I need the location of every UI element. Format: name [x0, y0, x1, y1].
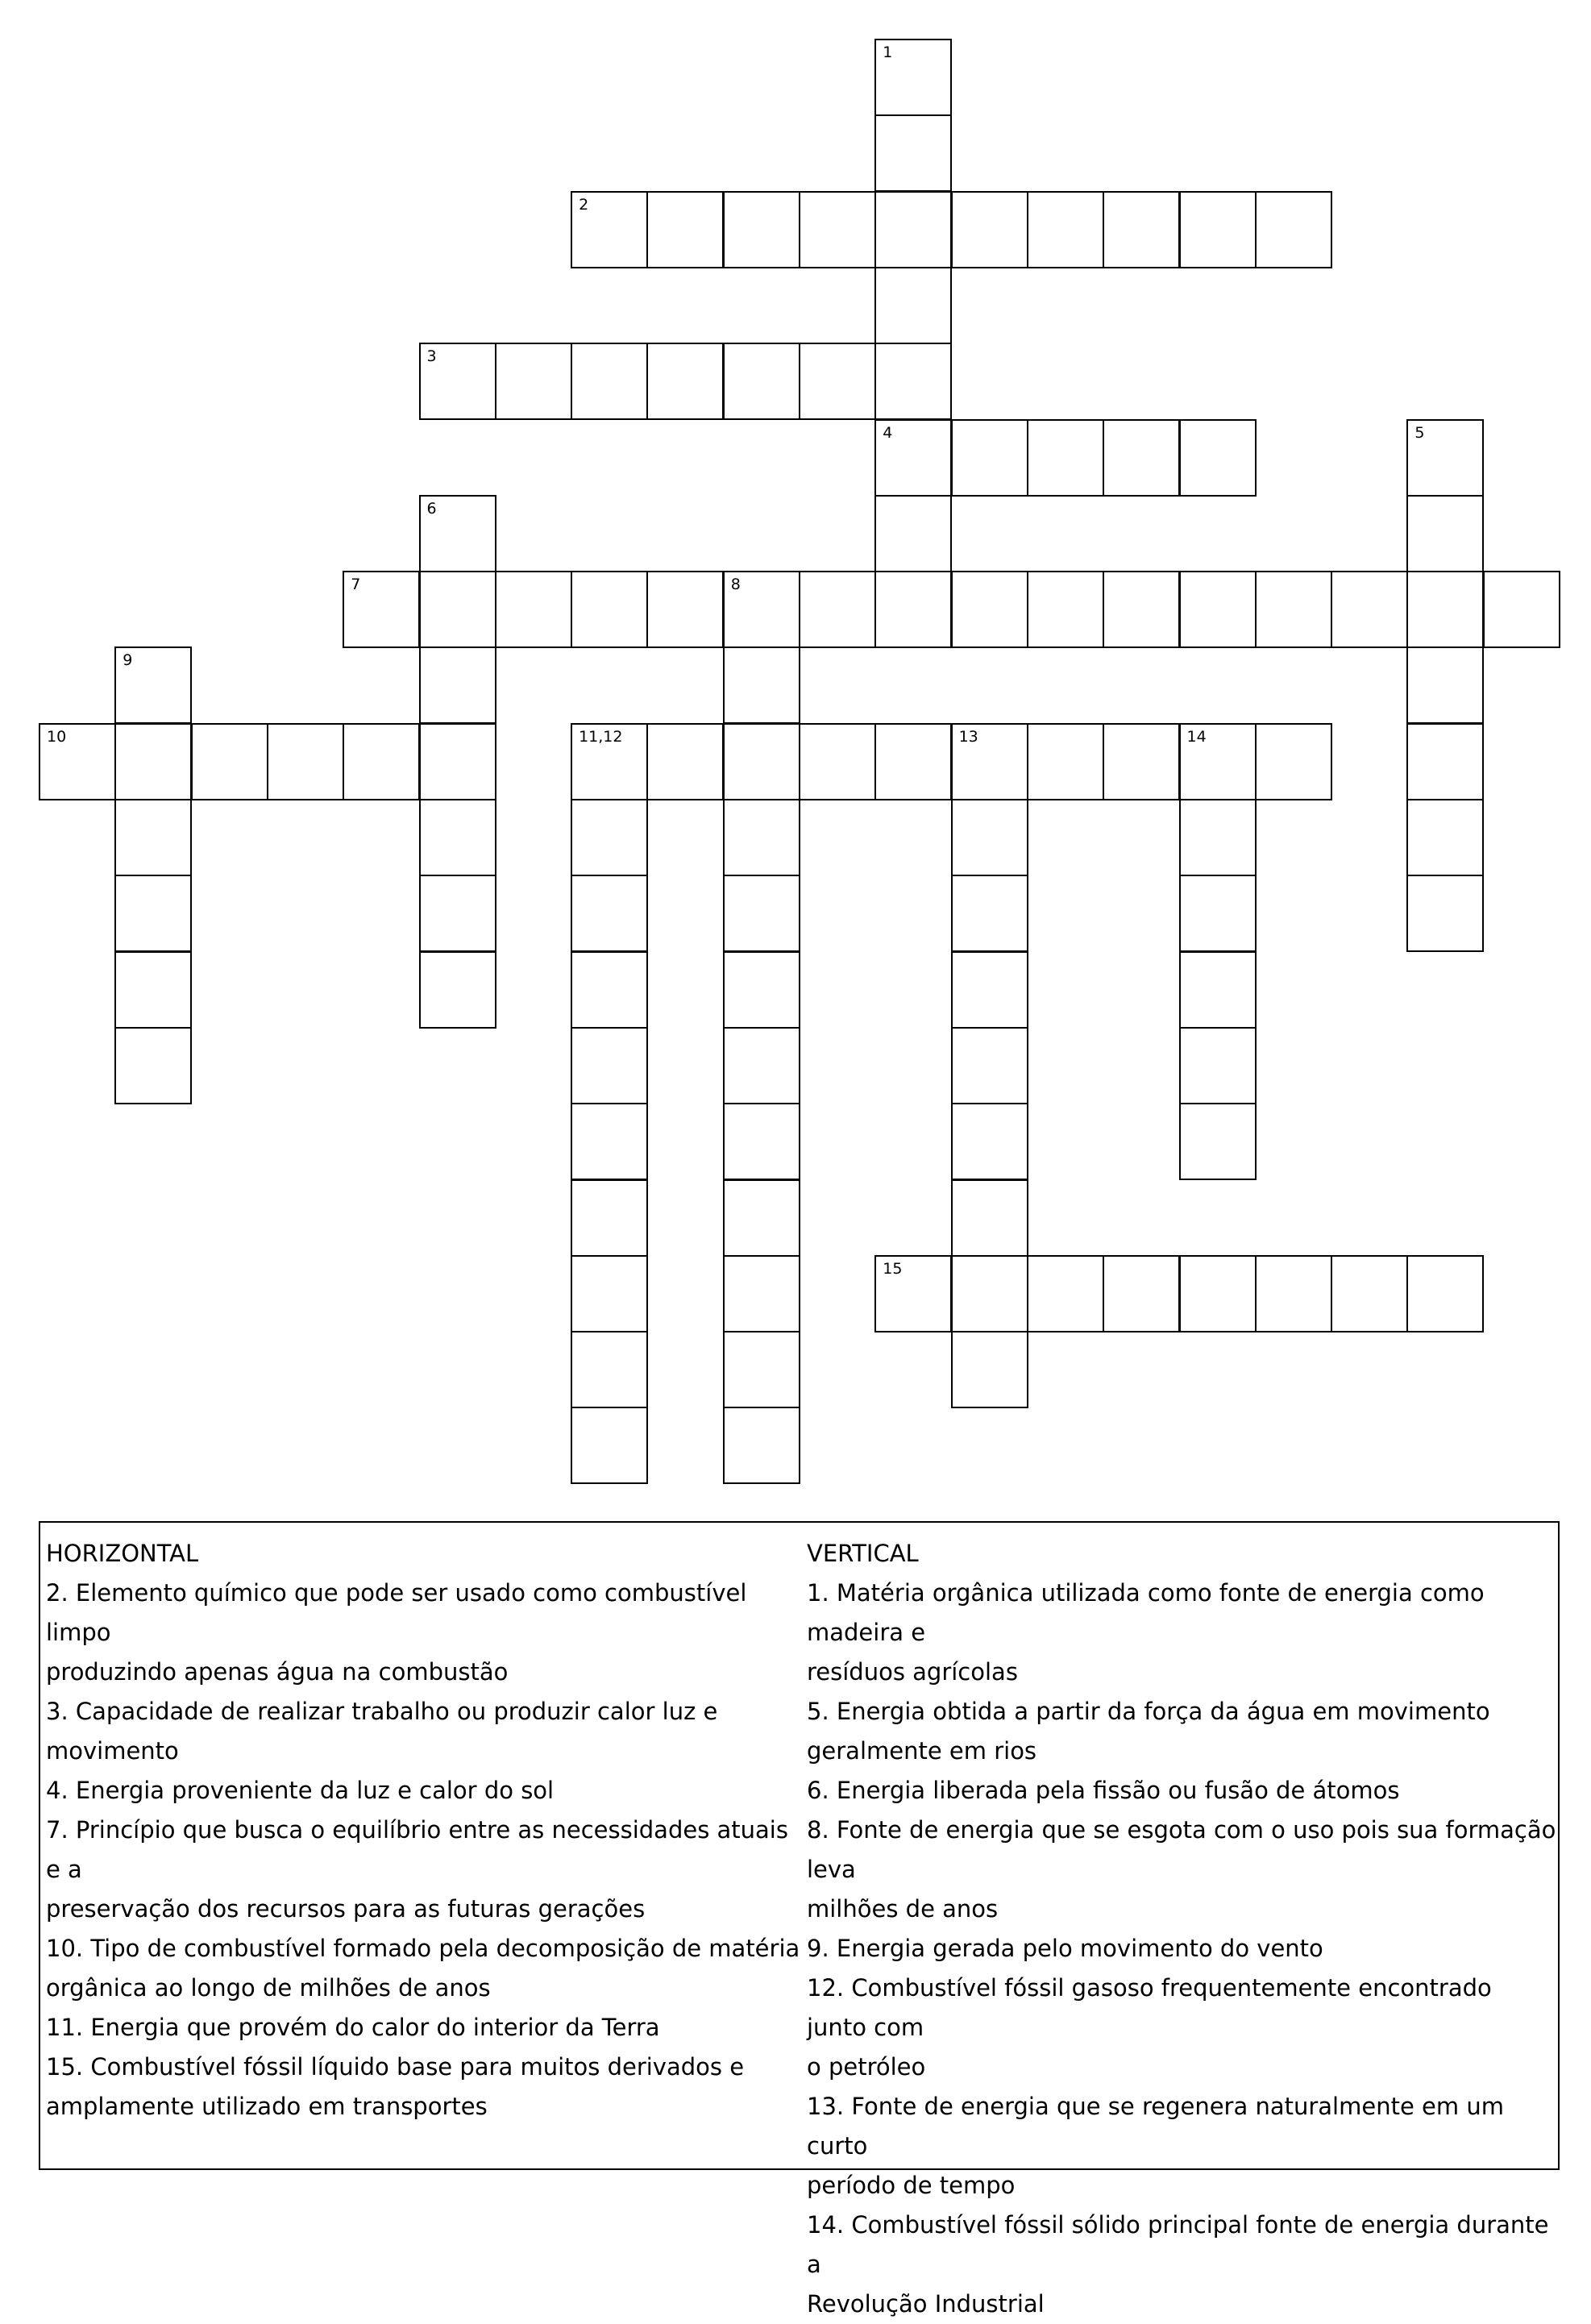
clue-line: preservação dos recursos para as futuras gerações — [46, 1895, 646, 1923]
clue-number: 3 — [426, 347, 437, 366]
crossword-cell[interactable] — [1406, 419, 1484, 497]
clue-line: 15. Combustível fóssil líquido base para muitos derivados e — [46, 2053, 745, 2081]
clue-number: 8 — [730, 576, 741, 594]
crossword-cell[interactable] — [1406, 875, 1484, 952]
crossword-cell[interactable] — [1406, 571, 1484, 648]
crossword-cell[interactable] — [1027, 191, 1104, 268]
clue-line: 13. Fonte de energia que se regenera naturalmente em um curto — [807, 2093, 1504, 2160]
crossword-cell[interactable] — [874, 1255, 952, 1332]
crossword-cell[interactable] — [343, 571, 420, 648]
crossword-cell[interactable] — [1027, 571, 1104, 648]
crossword-cell[interactable] — [419, 646, 496, 724]
crossword-cell[interactable] — [951, 571, 1028, 648]
crossword-cell[interactable] — [114, 951, 192, 1029]
crossword-cell[interactable] — [495, 343, 572, 420]
clue-number: 1 — [883, 44, 893, 61]
crossword-cell[interactable] — [1406, 646, 1484, 724]
crossword-cell[interactable] — [951, 191, 1028, 268]
clues-box — [39, 1521, 1560, 2318]
crossword-cell[interactable] — [874, 571, 952, 648]
crossword-cell[interactable] — [723, 1331, 800, 1408]
crossword-cell[interactable] — [1406, 799, 1484, 876]
clue-line: resíduos agrícolas — [807, 1658, 1018, 1686]
crossword-cell[interactable] — [951, 723, 1028, 800]
crossword-cell[interactable] — [1179, 951, 1257, 1029]
crossword-cell[interactable] — [723, 1255, 800, 1332]
clue-number: 4 — [883, 423, 893, 442]
crossword-cell[interactable] — [1406, 723, 1484, 800]
crossword-cell[interactable] — [1179, 419, 1257, 497]
clue-line: 5. Energia obtida a partir da força da água em movimento — [807, 1698, 1490, 1725]
crossword-cell[interactable] — [495, 571, 572, 648]
crossword-cell[interactable] — [571, 799, 648, 876]
crossword-cell[interactable] — [951, 1331, 1028, 1408]
crossword-cell[interactable] — [799, 343, 876, 420]
crossword-cell[interactable] — [723, 1027, 800, 1104]
clue-line: 14. Combustível fóssil sólido principal fonte de energia durante a — [807, 2211, 1549, 2278]
crossword-cell[interactable] — [571, 951, 648, 1029]
clue-line: 1. Matéria orgânica utilizada como fonte de energia como madeira e — [807, 1579, 1485, 1646]
clue-line: 7. Princípio que busca o equilíbrio entre as necessidades atuais e a — [46, 1816, 788, 1883]
crossword-cell[interactable] — [951, 1103, 1028, 1180]
clue-line: 10. Tipo de combustível formado pela decomposição de matéria — [46, 1935, 800, 1962]
crossword-cell[interactable] — [114, 723, 192, 800]
clue-line: 2. Elemento químico que pode ser usado como combustível limpo — [46, 1579, 747, 1646]
clue-number: 2 — [579, 195, 589, 214]
crossword-cell[interactable] — [951, 1179, 1028, 1257]
clue-line: geralmente em rios — [807, 1737, 1037, 1765]
horizontal-clues — [46, 1534, 804, 2127]
vertical-heading: VERTICAL — [807, 1540, 919, 1567]
clue-number: 13 — [958, 727, 978, 746]
crossword-cell[interactable] — [874, 114, 952, 192]
clue-line: 11. Energia que provém do calor do interior da Terra — [46, 2014, 660, 2041]
crossword-cell[interactable] — [571, 343, 648, 420]
clue-number: 15 — [883, 1259, 903, 1278]
crossword-cell[interactable] — [799, 571, 876, 648]
clue-line: 12. Combustível fóssil gasoso frequentemente encontrado junto com — [807, 1974, 1492, 2041]
crossword-cell[interactable] — [874, 39, 952, 116]
crossword-cell[interactable] — [951, 875, 1028, 952]
crossword-cell[interactable] — [723, 1407, 800, 1484]
crossword-cell[interactable] — [1179, 799, 1257, 876]
crossword-cell[interactable] — [1179, 1255, 1257, 1332]
crossword-cell[interactable] — [723, 191, 800, 268]
crossword-cell[interactable] — [114, 646, 192, 724]
clue-line: produzindo apenas água na combustão — [46, 1658, 509, 1686]
crossword-cell[interactable] — [571, 875, 648, 952]
clue-line: o petróleo — [807, 2053, 926, 2081]
crossword-cell[interactable] — [1027, 419, 1104, 497]
crossword-cell[interactable] — [1179, 571, 1257, 648]
crossword-cell[interactable] — [1103, 571, 1180, 648]
crossword-cell[interactable] — [723, 571, 800, 648]
crossword-cell[interactable] — [723, 646, 800, 724]
crossword-cell[interactable] — [419, 571, 496, 648]
crossword-cell[interactable] — [571, 191, 648, 268]
crossword-cell[interactable] — [646, 571, 724, 648]
crossword-cell[interactable] — [1255, 191, 1332, 268]
crossword-cell[interactable] — [1179, 723, 1257, 800]
crossword-cell[interactable] — [191, 723, 268, 800]
crossword-cell[interactable] — [1027, 1255, 1104, 1332]
crossword-cell[interactable] — [1255, 1255, 1332, 1332]
crossword-cell[interactable] — [874, 343, 952, 420]
crossword-cell[interactable] — [723, 875, 800, 952]
crossword-cell[interactable] — [39, 723, 116, 800]
crossword-cell[interactable] — [723, 1179, 800, 1257]
crossword-cell[interactable] — [419, 723, 496, 800]
crossword-cell[interactable] — [571, 1179, 648, 1257]
crossword-cell[interactable] — [874, 191, 952, 268]
crossword-cell[interactable] — [874, 723, 952, 800]
crossword-cell[interactable] — [419, 495, 496, 572]
crossword-cell[interactable] — [646, 191, 724, 268]
crossword-cell[interactable] — [1103, 419, 1180, 497]
crossword-cell[interactable] — [571, 1255, 648, 1332]
crossword-cell[interactable] — [1179, 1103, 1257, 1180]
crossword-cell[interactable] — [723, 723, 800, 800]
crossword-cell[interactable] — [1027, 723, 1104, 800]
clue-number: 6 — [426, 499, 437, 518]
crossword-cell[interactable] — [646, 723, 724, 800]
crossword-cell[interactable] — [799, 191, 876, 268]
clue-line: 9. Energia gerada pelo movimento do vento — [807, 1935, 1323, 1962]
crossword-cell[interactable] — [114, 1027, 192, 1104]
crossword-cell[interactable] — [723, 343, 800, 420]
clue-line: período de tempo — [807, 2172, 1016, 2199]
crossword-cell[interactable] — [951, 799, 1028, 876]
crossword-cell[interactable] — [571, 723, 648, 800]
clue-line: orgânica ao longo de milhões de anos — [46, 1974, 491, 2002]
crossword-cell[interactable] — [951, 1027, 1028, 1104]
crossword-cell[interactable] — [874, 495, 952, 572]
crossword-cell[interactable] — [114, 799, 192, 876]
crossword-cell[interactable] — [1179, 875, 1257, 952]
crossword-cell[interactable] — [951, 1255, 1028, 1332]
crossword-cell[interactable] — [1179, 1027, 1257, 1104]
crossword-cell[interactable] — [1103, 191, 1180, 268]
clue-line: 4. Energia proveniente da luz e calor do sol — [46, 1777, 555, 1804]
crossword-cell[interactable] — [1255, 571, 1332, 648]
crossword-cell[interactable] — [646, 343, 724, 420]
crossword-cell[interactable] — [799, 723, 876, 800]
crossword-cell[interactable] — [1483, 571, 1560, 648]
clue-line: movimento — [46, 1737, 179, 1765]
crossword-cell[interactable] — [874, 419, 952, 497]
crossword-cell[interactable] — [1331, 571, 1408, 648]
crossword-cell[interactable] — [1255, 723, 1332, 800]
clue-line: 3. Capacidade de realizar trabalho ou produzir calor luz e — [46, 1698, 718, 1725]
clue-number: 5 — [1414, 423, 1425, 442]
clue-number: 7 — [351, 576, 361, 594]
crossword-cell[interactable] — [571, 571, 648, 648]
clue-line: milhões de anos — [807, 1895, 999, 1923]
clue-line: Revolução Industrial — [807, 2290, 1045, 2318]
crossword-cell[interactable] — [1406, 495, 1484, 572]
crossword-cell[interactable] — [1103, 723, 1180, 800]
crossword-cell[interactable] — [571, 1331, 648, 1408]
crossword-cell[interactable] — [1406, 1255, 1484, 1332]
crossword-cell[interactable] — [723, 1103, 800, 1180]
crossword-cell[interactable] — [419, 951, 496, 1029]
clue-line: 8. Fonte de energia que se esgota com o uso pois sua formação leva — [807, 1816, 1556, 1883]
crossword-cell[interactable] — [1179, 191, 1257, 268]
clue-number: 11,12 — [579, 727, 623, 746]
crossword-cell[interactable] — [1103, 1255, 1180, 1332]
clue-line: amplamente utilizado em transportes — [46, 2093, 488, 2120]
clue-number: 10 — [47, 727, 67, 746]
crossword-cell[interactable] — [267, 723, 344, 800]
crossword-cell[interactable] — [343, 723, 420, 800]
crossword-cell[interactable] — [419, 875, 496, 952]
clue-line: 6. Energia liberada pela fissão ou fusão de átomos — [807, 1777, 1400, 1804]
crossword-cell[interactable] — [419, 343, 496, 420]
crossword-cell[interactable] — [951, 951, 1028, 1029]
clue-number: 14 — [1186, 727, 1207, 746]
crossword-cell[interactable] — [419, 799, 496, 876]
clue-number: 9 — [123, 651, 133, 670]
crossword-cell[interactable] — [951, 419, 1028, 497]
crossword-cell[interactable] — [571, 1027, 648, 1104]
horizontal-heading: HORIZONTAL — [46, 1540, 199, 1567]
vertical-clues — [807, 1534, 1556, 2324]
crossword-cell[interactable] — [1331, 1255, 1408, 1332]
crossword-cell[interactable] — [571, 1103, 648, 1180]
crossword-cell[interactable] — [114, 875, 192, 952]
crossword-cell[interactable] — [571, 1407, 648, 1484]
crossword-cell[interactable] — [723, 799, 800, 876]
crossword-cell[interactable] — [723, 951, 800, 1029]
crossword-cell[interactable] — [874, 267, 952, 344]
